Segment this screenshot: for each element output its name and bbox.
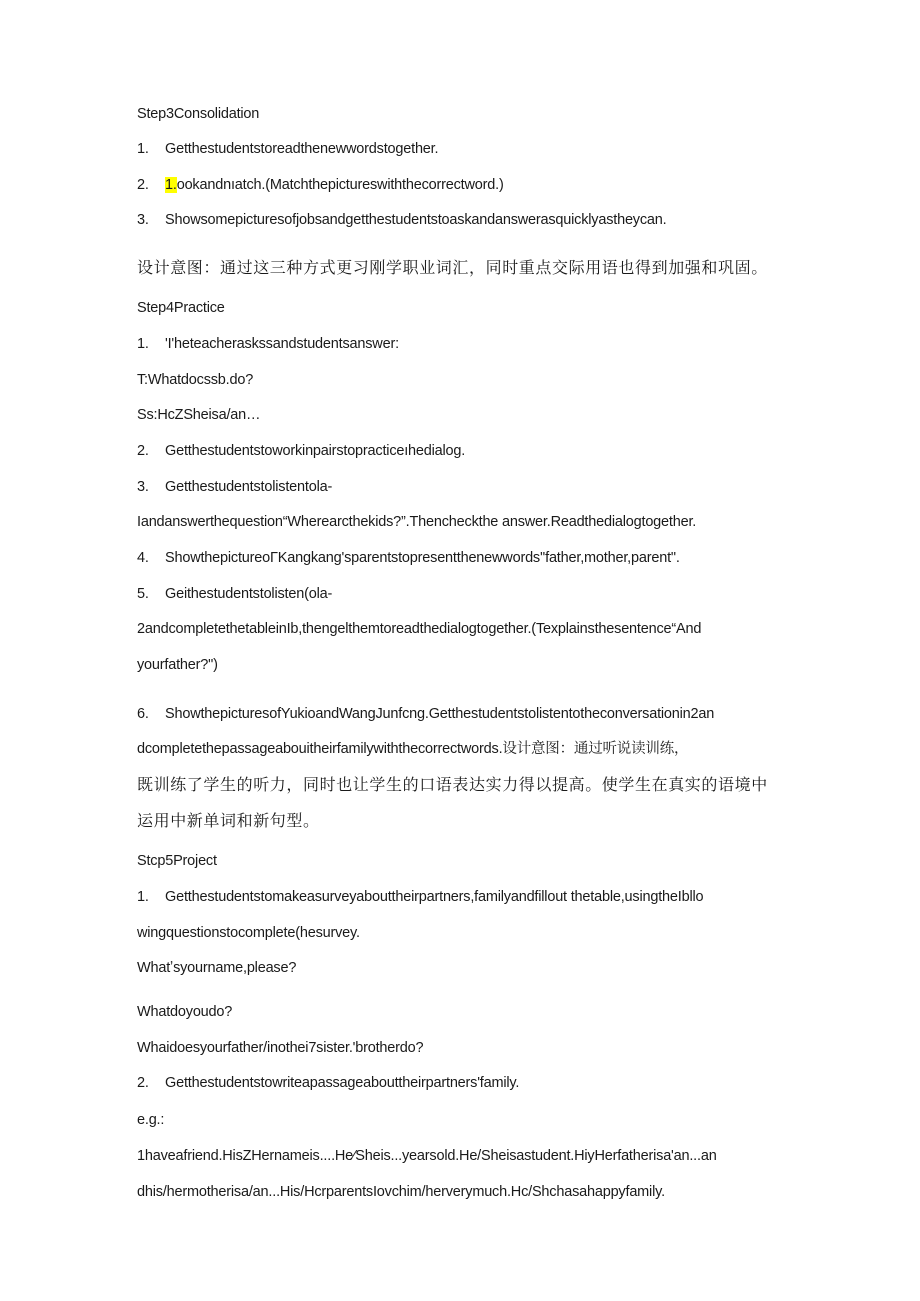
item-text: ShowthepicturesofYukioandWangJunfcng.Getthestudentstolistentotheconversationin2an bbox=[165, 706, 715, 722]
item-number: 4. bbox=[137, 550, 149, 566]
item-number: 1. bbox=[137, 336, 149, 352]
step4-item-5-cont: 2andcompletethetableinIb,thengelthemtoreadthedialogtogether.(Texplainsthesentence“And bbox=[137, 621, 702, 637]
item-number: 2. bbox=[137, 443, 149, 459]
example-label: e.g.: bbox=[137, 1112, 165, 1128]
step4-item-5 bbox=[137, 584, 332, 604]
item-text: Getthestudentstoworkinpairstopracticeıhedialog. bbox=[165, 443, 466, 459]
design-intent-2-cont: 运用中新单词和新句型。 bbox=[137, 811, 320, 830]
step3-item-3 bbox=[137, 210, 666, 230]
item-text: Getthestudentstomakeasurveyabouttheirpartners,familyandfillout thetable,usingtheIbllo bbox=[165, 889, 704, 905]
design-intent-1: 设计意图：通过这三种方式更习刚学职业词汇，同时重点交际用语也得到加强和巩固。 bbox=[137, 258, 768, 277]
step3-item-1 bbox=[137, 139, 438, 159]
heading-step5: Stcp5Project bbox=[137, 853, 217, 869]
item-text: 'I'heteacheraskssandstudentsanswer: bbox=[165, 336, 399, 352]
heading-step4: Step4Practice bbox=[137, 300, 225, 316]
item-number: 3. bbox=[137, 479, 149, 495]
item-number: 1. bbox=[137, 889, 149, 905]
step4-item-3-cont: Iandanswerthequestion“Wherearcthekids?”.Thencheckthe answer.Readthedialogtogether. bbox=[137, 514, 697, 530]
step4-item-1 bbox=[137, 334, 399, 354]
step5-item-1 bbox=[137, 887, 703, 907]
step4-item-2 bbox=[137, 441, 465, 461]
item-number: 3. bbox=[137, 212, 149, 228]
step5-item-2 bbox=[137, 1073, 519, 1093]
item-text: ookandnıatch.(Matchthepictureswiththecorrectword.) bbox=[176, 177, 504, 193]
item-text: Getthestudentstolistentola- bbox=[165, 479, 333, 495]
dialog-line-students: Ss:HcZSheisa/an… bbox=[137, 407, 261, 423]
item-number: 2. bbox=[137, 177, 149, 193]
item-number: 6. bbox=[137, 706, 149, 722]
example-text-2: dhis/hermotherisa/an...His/HcrparentsIovchim/herverymuch.Hc/Shchasahappyfamily. bbox=[137, 1184, 665, 1200]
item-text: ShowthepictureoΓKangkang'sparentstopresentthenewwords''father,mother,parent". bbox=[165, 550, 680, 566]
item-number: 2. bbox=[137, 1075, 149, 1091]
item-number: 5. bbox=[137, 586, 149, 602]
item-number: 1. bbox=[137, 141, 149, 157]
item-text: Showsomepicturesofjobsandgetthestudentstoaskandanswerasquicklyastheycan. bbox=[165, 212, 667, 228]
example-text-1: 1haveafriend.HisZHernameis....He⁄Sheis...yearsold.He/Sheisastudent.HiyHerfatherisa'an...an bbox=[137, 1148, 717, 1164]
step4-item-3 bbox=[137, 477, 332, 497]
step4-item-4 bbox=[137, 548, 680, 568]
survey-question-2: Whatdoyoudo? bbox=[137, 1004, 233, 1020]
highlighted-text: 1. bbox=[165, 177, 177, 193]
step4-item-6 bbox=[137, 704, 714, 724]
step4-item-6-cont: dcompletethepassageabouitheirfamilywiththecorrectwords.设计意图：通过听说读训练， bbox=[137, 741, 689, 757]
item-text: Geithestudentstolisten(ola- bbox=[165, 586, 333, 602]
heading-step3: Step3Consolidation bbox=[137, 106, 260, 122]
item-text: Getthestudentstoreadthenewwordstogether. bbox=[165, 141, 439, 157]
survey-question-3: Whaidoesyourfather/inothei7sister.'brotherdo? bbox=[137, 1040, 424, 1056]
item-text: Getthestudentstowriteapassageabouttheirpartners'family. bbox=[165, 1075, 520, 1091]
step5-item-1-cont: wingquestionstocomplete(hesurvey. bbox=[137, 925, 360, 941]
step4-item-5-cont2: yourfather?") bbox=[137, 657, 218, 673]
dialog-line-teacher: T:Whatdocssb.do? bbox=[137, 372, 254, 388]
survey-question-1: Whatʼsyourname,please? bbox=[137, 960, 297, 976]
design-intent-2: 既训练了学生的听力，同时也让学生的口语表达实力得以提高。使学生在真实的语境中 bbox=[137, 775, 768, 794]
step3-item-2 bbox=[137, 175, 504, 195]
